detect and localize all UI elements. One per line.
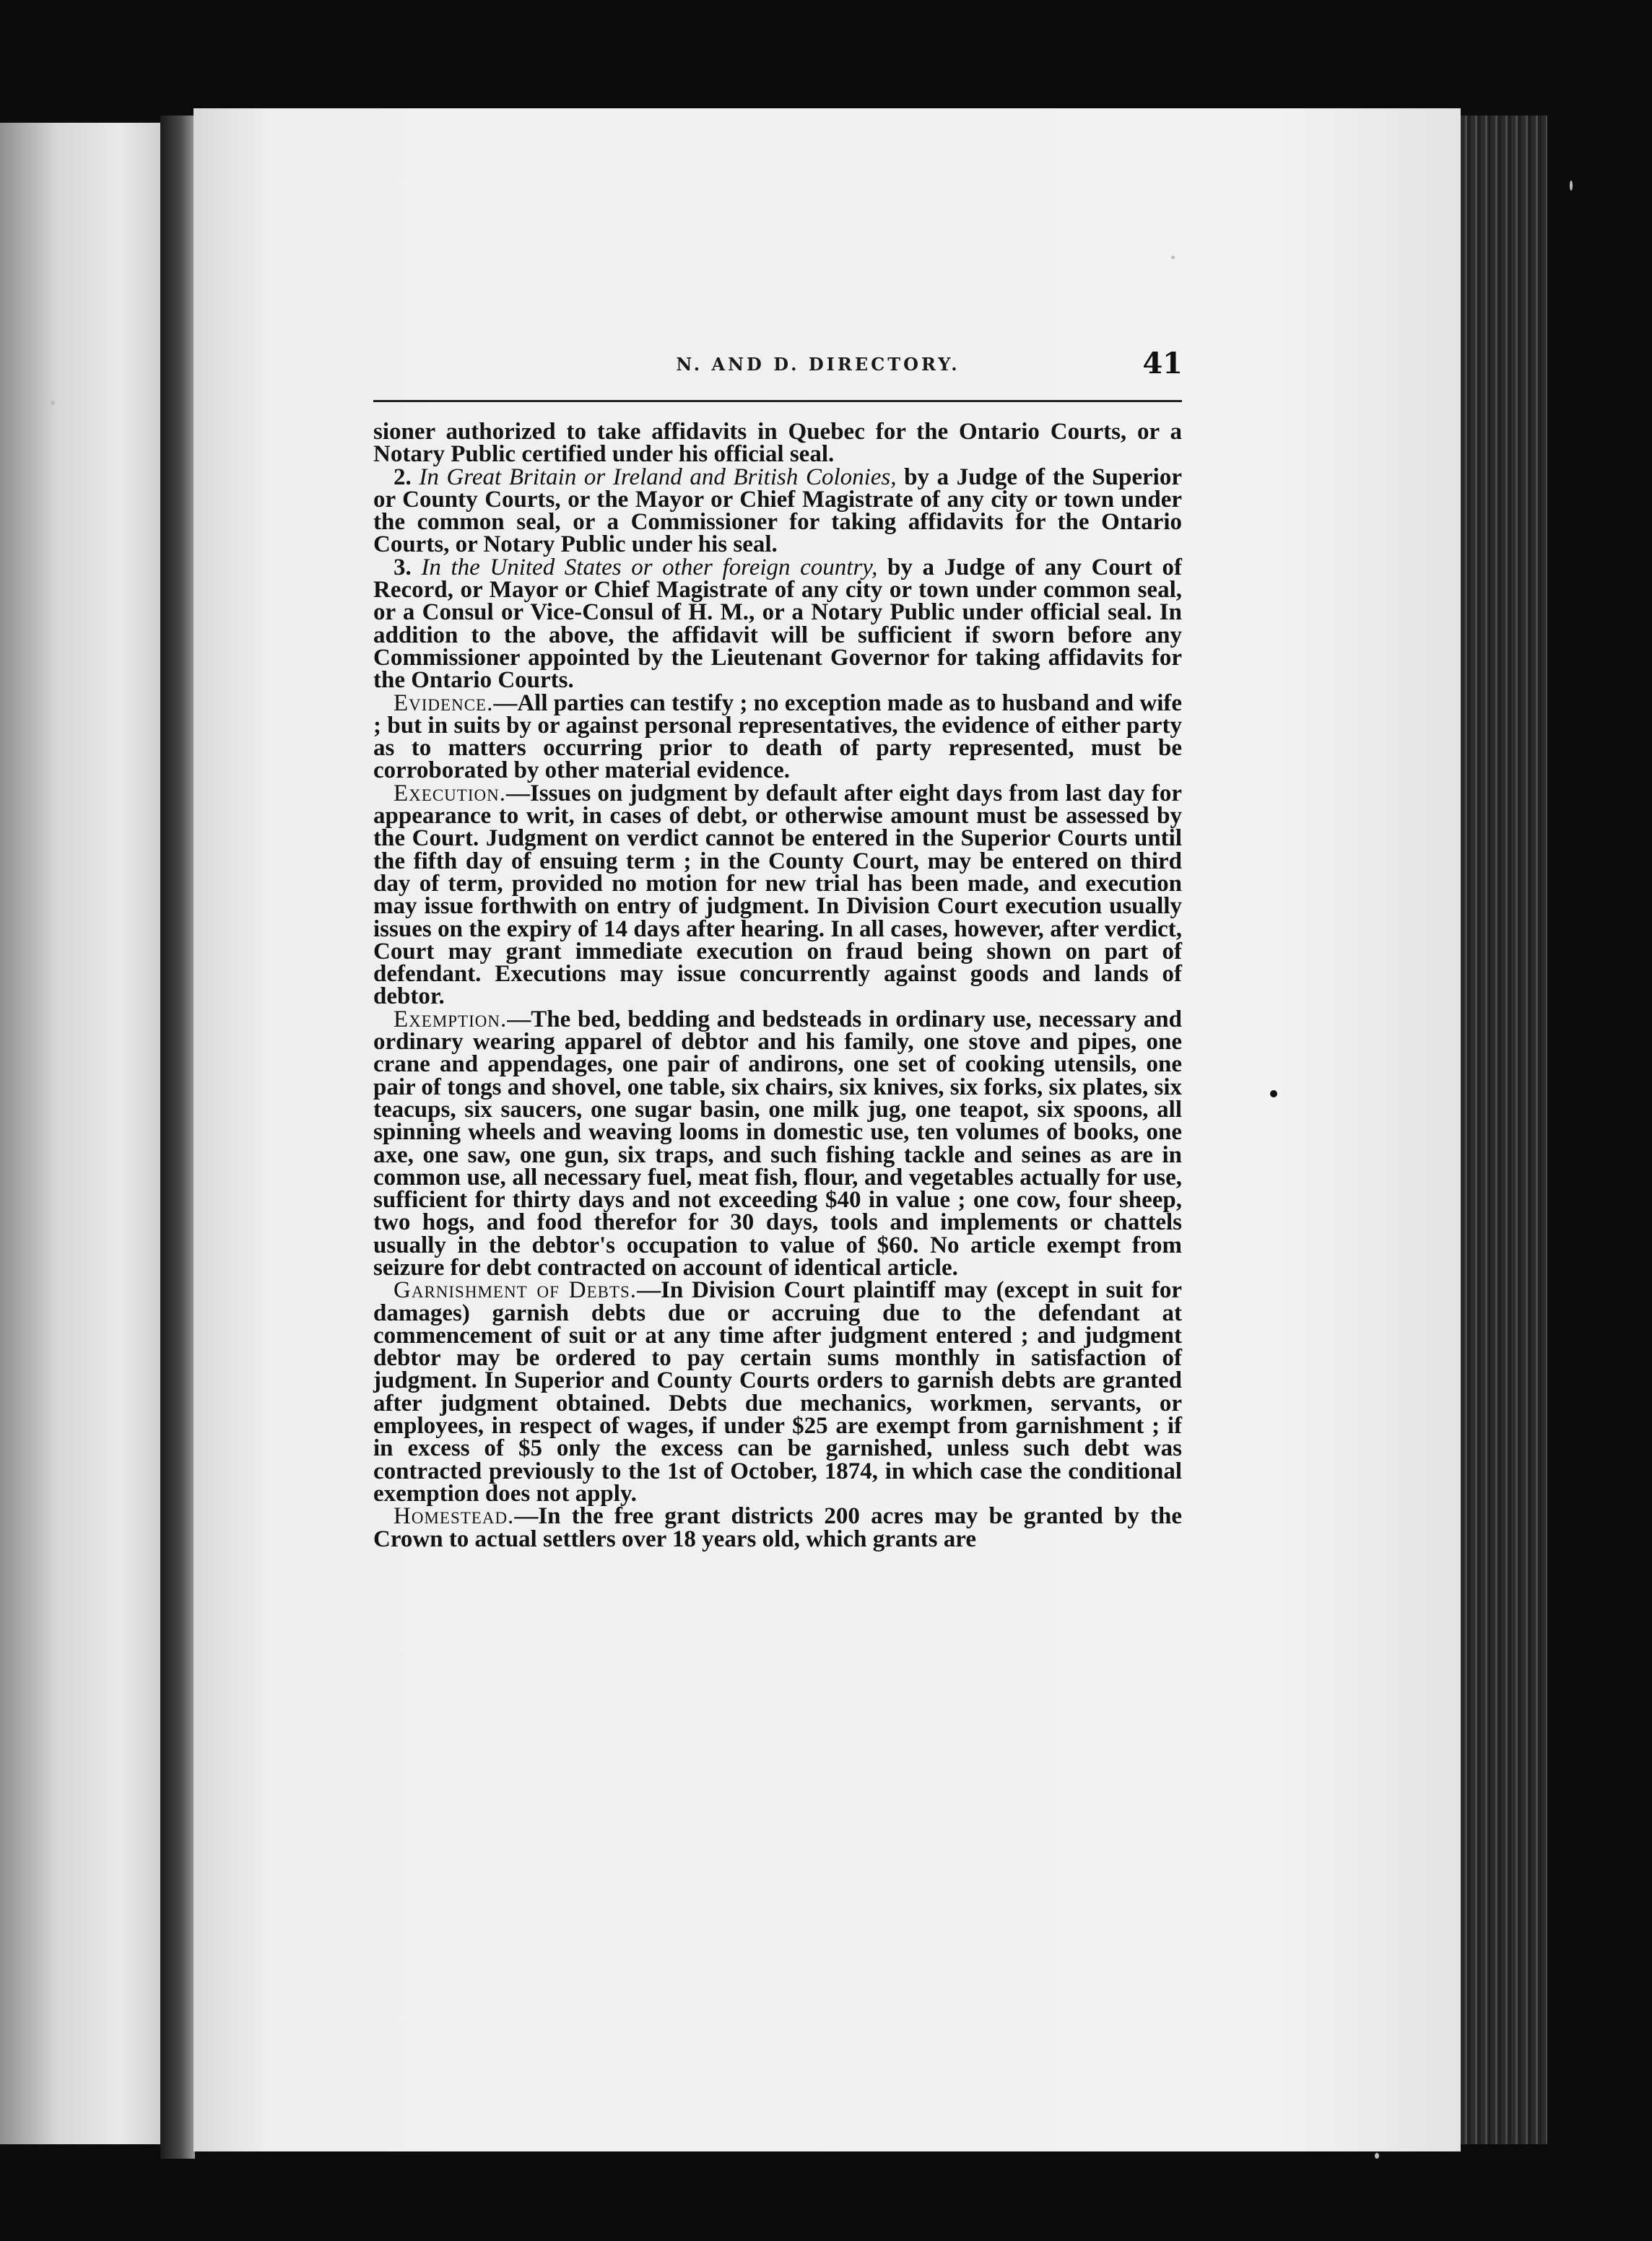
paragraph-britain bbox=[373, 466, 1182, 557]
paper-speck bbox=[1270, 1090, 1277, 1097]
paragraph-evidence bbox=[373, 689, 1182, 784]
body-text bbox=[373, 421, 1182, 1551]
paragraph-text: —All parties can testify ; no exception made as to husband and wife ; but in suits by or against personal representatives, the evidence of either party as to matters occurring prior to death of party represented, must be corroborated by other material evidence. bbox=[373, 689, 1182, 784]
paragraph-exemption bbox=[373, 1006, 1182, 1281]
paragraph-text: —Issues on judgment by default after eight days from last day for appearance to writ, in cases of debt, or otherwise amount must be assessed by the Court. Judgment on verdict cannot be entered in the Superior Courts until the fifth day of ensuing term ; in the County Court, may be entered on third day of term, provided no motion for new trial has been made, and execution may issue forthwith on entry of judgment. In Division Court execution usually issues on the expiry of 14 days after hearing. In all cases, however, after verdict, Court may grant immediate execution on fraud being shown on part of defendant. Executions may issue concurrently against goods and lands of debtor. bbox=[373, 780, 1182, 1010]
paragraph-text: by a Judge of any Court of Record, or Mayor or Chief Magistrate of any city or town under common seal, or a Consul or Vice-Consul of H. M., or a Notary Public under official seal. In addition to the above, the affidavit will be sufficient if sworn before any Commissioner appointed by the Lieutenant Governor for taking affidavits for the Ontario Courts. bbox=[373, 554, 1182, 694]
facing-page-left bbox=[0, 123, 162, 2144]
paragraph-text: —The bed, bedding and bedsteads in ordinary use, necessary and ordinary wearing apparel of debtor and his family, one stove and pipes, one crane and appendages, one pair of andirons, one set of cooking utensils, one pair of tongs and shovel, one table, six chairs, six knives, six forks, six plates, six teacups, six saucers, one sugar basin, one milk jug, one teapot, six spoons, all spinning wheels and weaving looms in domestic use, ten volumes of books, one axe, one saw, one gun, six traps, and such fishing tackle and seines as are in common use, all necessary fuel, meat fish, flour, and vegetables actually for use, sufficient for thirty days and not exceeding $40 in value ; one cow, four sheep, two hogs, and food therefor for 30 days, tools and implements or chattels usually in the debtor's occupation to value of $60. No article exempt from seizure for debt contracted on account of identical article. bbox=[373, 1006, 1182, 1281]
paragraph-garnishment bbox=[373, 1279, 1182, 1505]
paragraph-number: 2. bbox=[394, 464, 419, 490]
section-heading: Exemption. bbox=[394, 1006, 508, 1032]
paragraph-emphasis: In the United States or other foreign country, bbox=[421, 554, 878, 580]
paragraph-text: —In Division Court plaintiff may (except in suit for damages) garnish debts due or accruing due to the defendant at commencement of suit or at any time after judgment entered ; and judgment debtor may be ordered to pay certain sums monthly in satisfaction of judgment. In Superior and County Courts orders to garnish debts are granted after judgment obtained. Debts due mechanics, workmen, servants, or employees, in respect of wages, if under $25 are exempt from garnishment ; if in excess of $5 only the excess can be garnished, unless such debt was contracted previously to the 1st of October, 1874, in which case the conditional exemption does not apply. bbox=[373, 1277, 1182, 1507]
paragraph-text: sioner authorized to take affidavits in Quebec for the Ontario Courts, or a Notary Public certified under his official seal. bbox=[373, 419, 1182, 468]
paragraph-execution bbox=[373, 780, 1182, 1010]
paragraph-united-states bbox=[373, 554, 1182, 694]
paper-speck bbox=[1375, 2153, 1379, 2159]
paragraph-homestead bbox=[373, 1505, 1182, 1551]
paper-speck bbox=[1570, 180, 1573, 191]
book-gutter bbox=[160, 116, 195, 2159]
section-heading: Execution. bbox=[394, 780, 506, 806]
paragraph-continuation bbox=[373, 421, 1182, 466]
section-heading: Homestead. bbox=[394, 1503, 515, 1530]
paragraph-text: by a Judge of the Superior or County Courts, or the Mayor or Chief Magistrate of any city or town under the common seal, or a Commissioner for taking affidavits for the Ontario Courts, or Notary Public under his seal. bbox=[373, 464, 1182, 558]
paper-speck bbox=[1171, 256, 1175, 259]
paper-speck bbox=[51, 401, 55, 405]
page-number: 41 bbox=[1142, 347, 1183, 380]
paragraph-text: —In the free grant districts 200 acres may be granted by the Crown to actual settlers over 18 years old, which grants are bbox=[373, 1503, 1182, 1552]
page-edges bbox=[1461, 116, 1547, 2144]
page-header bbox=[367, 349, 1183, 380]
paragraph-number: 3. bbox=[394, 554, 422, 580]
section-heading: Evidence. bbox=[394, 689, 494, 716]
section-heading: Garnishment of Debts. bbox=[394, 1277, 638, 1304]
running-head: N. AND D. DIRECTORY. bbox=[676, 354, 960, 375]
paragraph-emphasis: In Great Britain or Ireland and British Colonies, bbox=[419, 464, 897, 490]
header-rule bbox=[373, 400, 1182, 402]
